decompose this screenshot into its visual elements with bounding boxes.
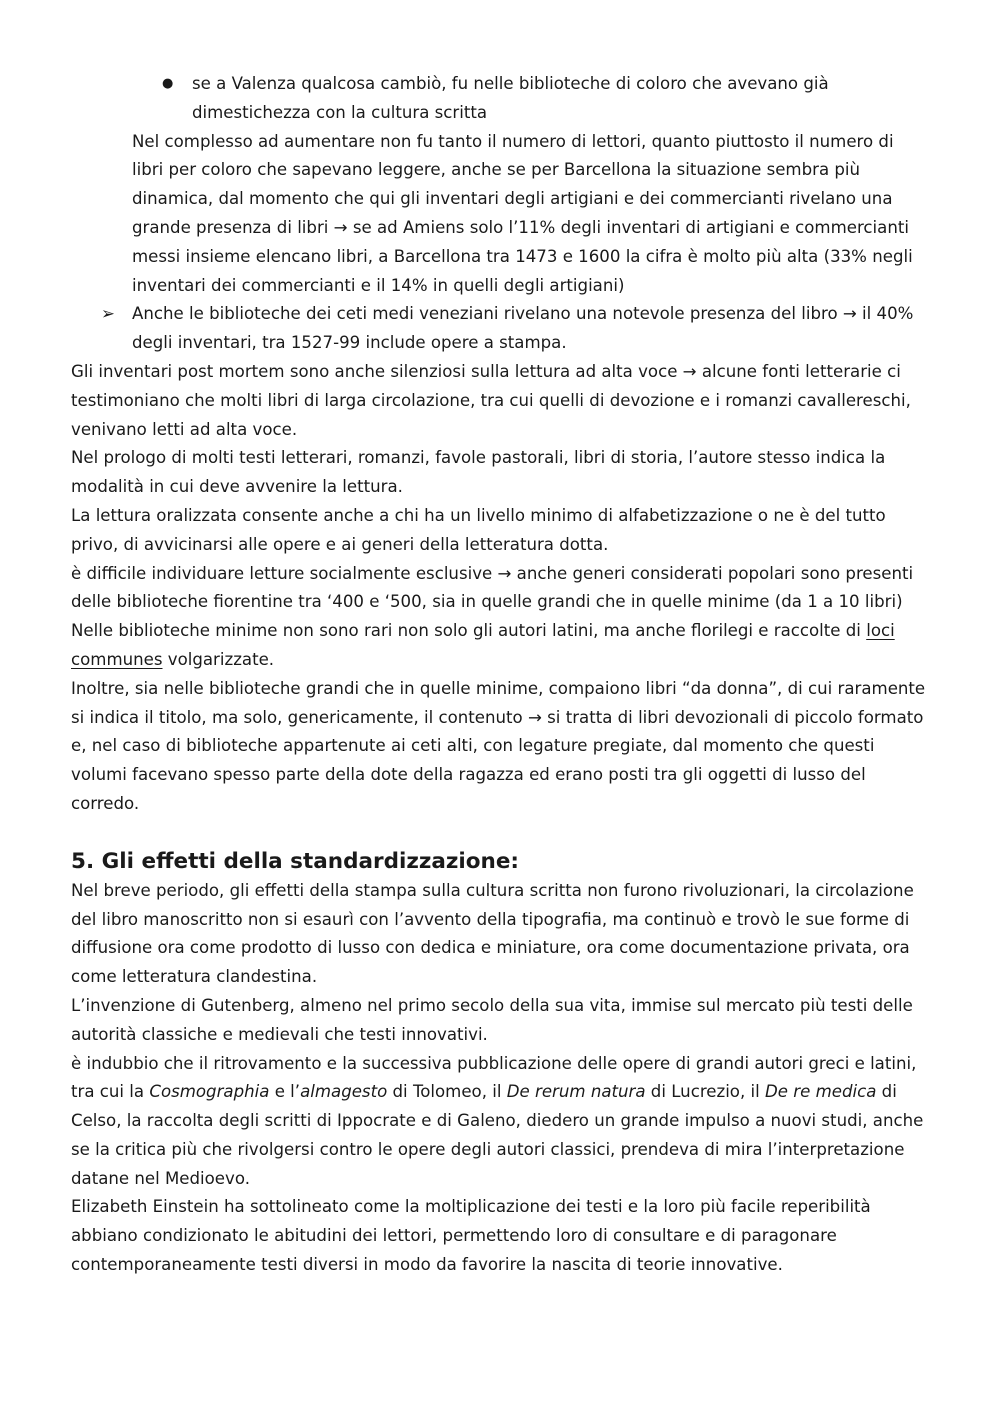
paragraph-text: di Celso, la raccolta degli scritti di Ippocrate e di Galeno, diedero un grande impulso a nuovi studi, anche se la critica più che rivolgersi contro le opere degli autori classici, prendeva di mira l’interpretazione datane nel Medioevo. [71, 1082, 924, 1188]
paragraph: Gli inventari post mortem sono anche silenziosi sulla lettura ad alta voce → alcune fonti letterarie ci testimoniano che molti libri di larga circolazione, tra cui quelli di devozione e i romanzi cavallereschi, venivano letti ad alta voce. [71, 361, 911, 439]
paragraph: è difficile individuare letture socialmente esclusive → anche generi considerati popolari sono presenti delle biblioteche fiorentine tra ‘400 e ‘500, sia in quelle grandi che in quelle minime (da 1 a 10 libri) [71, 563, 914, 612]
paragraph: Nel breve periodo, gli effetti della stampa sulla cultura scritta non furono rivoluzionari, la circolazione del libro manoscritto non si esaurì con l’avvento della tipografia, ma continuò e trovò le sue forme di diffusione ora come prodotto di lusso con dedica e miniature, ora come documentazione privata, ora come letteratura clandestina. [71, 880, 914, 987]
paragraph-indented: Nel complesso ad aumentare non fu tanto il numero di lettori, quanto piuttosto il numero di libri per coloro che sapevano leggere, anche se per Barcellona la situazione sembra più dinamica, dal momento che qui gli inventari degli artigiani e dei commercianti rivelano una grande presenza di libri → se ad Amiens solo l’11% degli inventari di artigiani e commercianti messi insieme elencano libri, a Barcellona tra 1473 e 1600 la cifra è molto più alta (33% negli inventari dei commercianti e il 14% in quelli degli artigiani) [132, 131, 913, 295]
arrow-marker: ➢ [101, 304, 115, 324]
paragraph-text: Nelle biblioteche minime non sono rari non solo gli autori latini, ma anche florilegi e raccolte di [71, 621, 867, 641]
paragraph [71, 1050, 930, 1194]
paragraph-text: di Lucrezio, il [645, 1082, 766, 1102]
paragraph: L’invenzione di Gutenberg, almeno nel primo secolo della sua vita, immise sul mercato più testi delle autorità classiche e medievali che testi innovativi. [71, 995, 913, 1044]
paragraph: Elizabeth Einstein ha sottolineato come la moltiplicazione dei testi e la loro più facile reperibilità abbiano condizionato le abitudini dei lettori, permettendo loro di consultare e di paragonare contemporaneamente testi diversi in modo da favorire la nascita di teorie innovative. [71, 1197, 871, 1275]
paragraph-text: è indubbio che il ritrovamento e la successiva pubblicazione delle opere di grandi autori greci e latini, tra cui la [71, 1053, 917, 1102]
italic-title: almagesto [300, 1082, 388, 1102]
italic-title: De rerum natura [506, 1082, 646, 1102]
paragraph [71, 617, 930, 675]
paragraph: Nel prologo di molti testi letterari, romanzi, favole pastorali, libri di storia, l’autore stesso indica la modalità in cui deve avvenire la lettura. [71, 448, 886, 497]
paragraph-text: volgarizzate. [162, 649, 275, 669]
italic-title: Cosmographia [149, 1082, 270, 1102]
bullet-text: se a Valenza qualcosa cambiò, fu nelle biblioteche di coloro che avevano già dimestichezza con la cultura scritta [192, 74, 829, 122]
section-heading: 5. Gli effetti della standardizzazione: [71, 848, 520, 874]
paragraph: Inoltre, sia nelle biblioteche grandi che in quelle minime, compaiono libri “da donna”, di cui raramente si indica il titolo, ma solo, genericamente, il contenuto → si tratta di libri devozionali di piccolo formato e, nel caso di biblioteche appartenute ai ceti alti, con legature pregiate, dal momento che questi volumi facevano spesso parte della dote della ragazza ed erano posti tra gli oggetti di lusso del corredo. [71, 678, 926, 813]
paragraph-text: e l’ [269, 1082, 301, 1102]
underlined-term: loci communes [71, 621, 895, 669]
bullet-item [71, 70, 930, 128]
bullet-marker: ● [162, 76, 174, 91]
paragraph: La lettura oralizzata consente anche a chi ha un livello minimo di alfabetizzazione o ne è del tutto privo, di avvicinarsi alle opere e ai generi della letteratura dotta. [71, 505, 886, 554]
arrow-item [71, 300, 930, 358]
paragraph-text: di Tolomeo, il [387, 1082, 507, 1102]
italic-title: De re medica [765, 1082, 877, 1102]
arrow-item-text: Anche le biblioteche dei ceti medi veneziani rivelano una notevole presenza del libro → il 40% degli inventari, tra 1527-99 include opere a stampa. [132, 304, 914, 353]
